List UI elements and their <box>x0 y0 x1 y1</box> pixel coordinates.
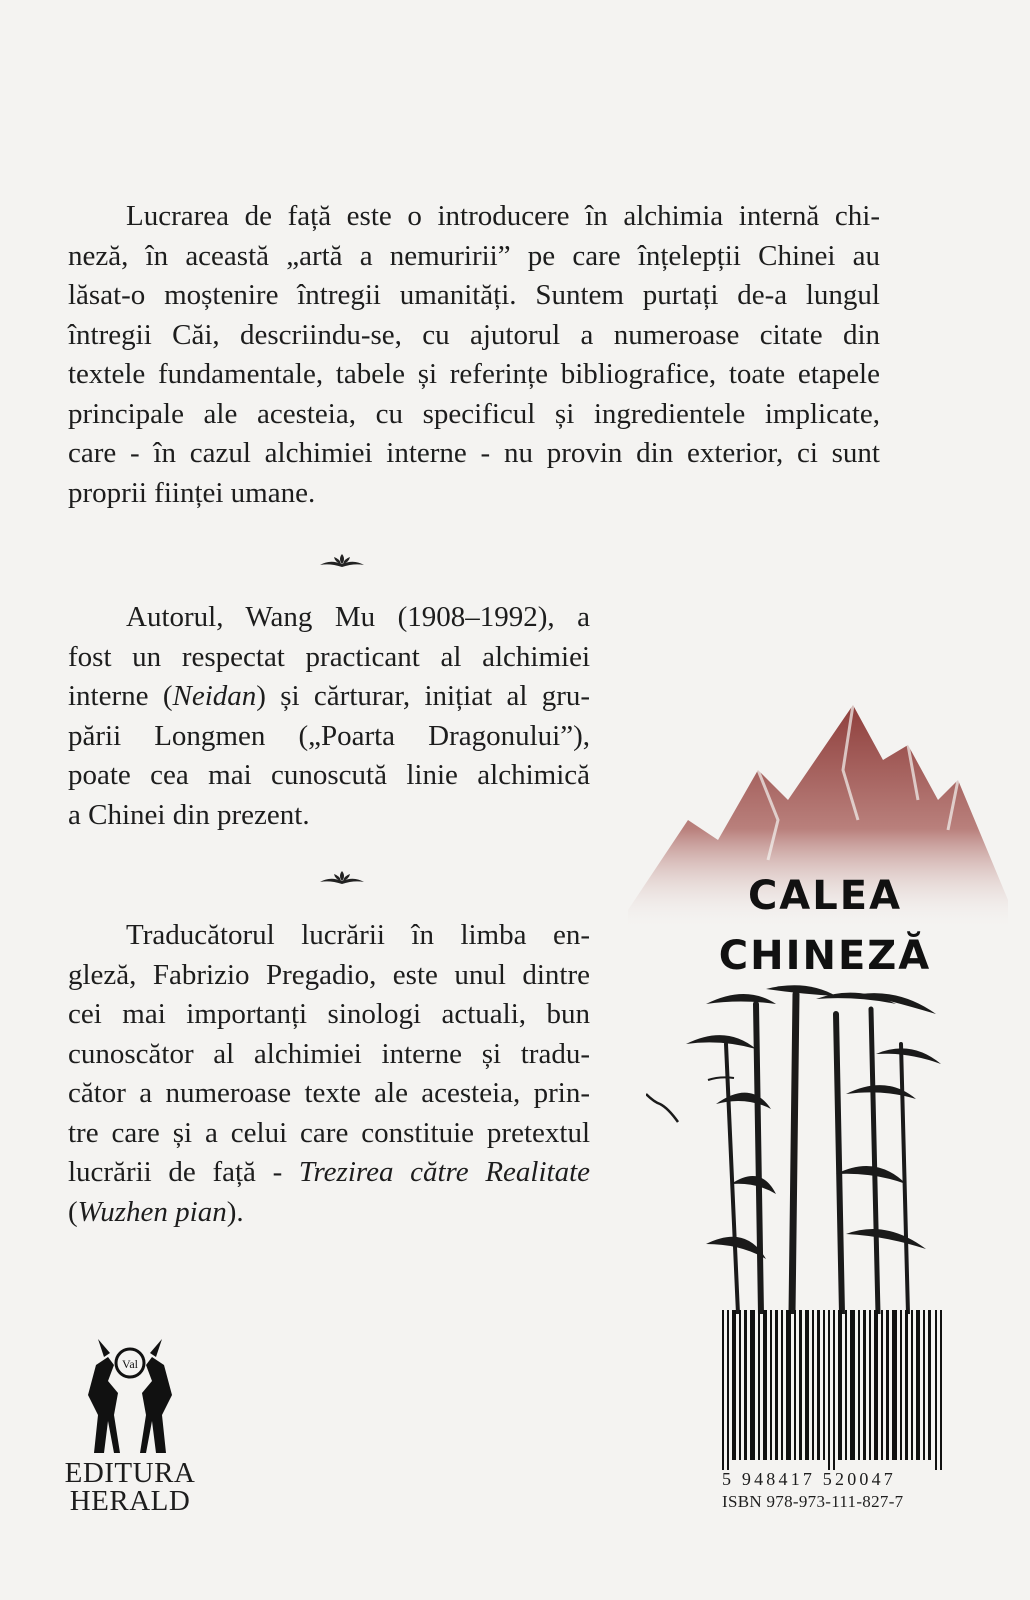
text-line: Lucrarea de față este o introducere în alchimia internă chi- <box>126 200 880 232</box>
bamboo-illustration <box>646 984 946 1314</box>
text-line: cei mai importanți sinologi actuali, bun <box>68 998 590 1030</box>
text-line: a Chinei din prezent. <box>68 798 310 831</box>
text-line: neză, în această „artă a nemuririi” pe care înțelepții Chinei au <box>68 239 880 272</box>
logo-initials: Val <box>122 1357 138 1371</box>
text-line: principale ale acesteia, cu specificul și ingredientele implicate, <box>68 397 880 430</box>
text-line: cunoscător al alchimiei interne și tradu- <box>68 1037 590 1070</box>
text-line: lăsat-o moștenire întregii umanități. Suntem purtați de-a lungul <box>68 279 880 311</box>
description-paragraph <box>68 197 880 513</box>
series-title-line1: CALEA <box>747 873 903 919</box>
text-line: poate cea mai cunoscută linie alchimică <box>68 759 590 791</box>
barcode <box>722 1310 944 1470</box>
text-line: (Wuzhen pian). <box>68 1195 244 1228</box>
text-line: textele fundamentale, tabele și referințe bibliografice, toate etapele <box>68 358 880 390</box>
author-paragraph <box>68 598 590 835</box>
isbn-label: ISBN 978-973-111-827-7 <box>722 1492 904 1511</box>
text-line: care - în cazul alchimiei interne - nu provin din exterior, ci sunt <box>68 437 880 469</box>
publisher-name-line1: EDITURA <box>64 1457 196 1489</box>
text-line: tre care și a celui care constituie pretextul <box>68 1116 590 1149</box>
text-line: lucrării de față - Trezirea către Realitate <box>68 1156 590 1188</box>
lotus-ornament-icon <box>318 868 366 888</box>
series-title-line2: CHINEZĂ <box>718 933 932 979</box>
text-line: fost un respectat practicant al alchimiei <box>68 640 590 673</box>
text-line: gleză, Fabrizio Pregadio, este unul dintre <box>68 958 590 991</box>
lotus-ornament-icon <box>318 551 366 571</box>
barcode-digits: 5 948417 520047 <box>722 1469 896 1489</box>
text-line: Autorul, Wang Mu (1908–1992), a <box>126 601 590 633</box>
text-line: întregii Căi, descriindu-se, cu ajutorul a numeroase citate din <box>68 318 880 351</box>
text-line: cător a numeroase texte ale acesteia, prin- <box>68 1077 590 1109</box>
text-line: proprii ființei umane. <box>68 476 316 509</box>
publisher-logo <box>74 1335 186 1455</box>
text-line: pării Longmen („Poarta Dragonului”), <box>68 719 590 752</box>
translator-paragraph <box>68 916 590 1232</box>
publisher-name-line2: HERALD <box>69 1485 191 1517</box>
text-line: interne (Neidan) și cărturar, inițiat al gru- <box>68 680 591 712</box>
text-line: Traducătorul lucrării în limba en- <box>126 919 590 951</box>
